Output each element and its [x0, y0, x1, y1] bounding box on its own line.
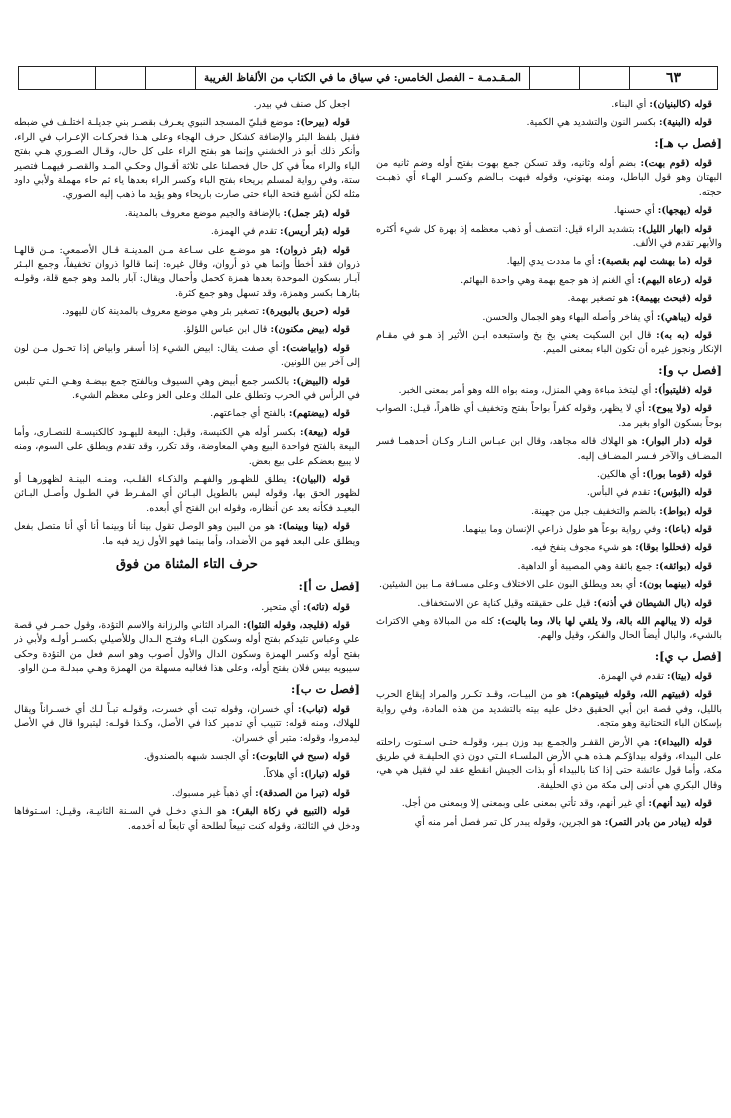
- entry-headword: قوله (فليتبوأ):: [654, 384, 712, 396]
- page-header: [18, 66, 718, 90]
- entry-headword: قوله (بينا وبينما):: [278, 521, 350, 533]
- entry-text: أي الغنم إذ هو جمع بهمة وهي واحدة البهائم.: [460, 274, 638, 286]
- entry-paragraph: [376, 670, 722, 684]
- entry-paragraph: [14, 323, 360, 337]
- entry-headword: قوله (سبح في التابوت):: [251, 751, 350, 763]
- entry-paragraph: [14, 787, 360, 801]
- header-empty-cell: [145, 67, 195, 89]
- entry-paragraph: [14, 520, 360, 549]
- entry-text: بالضم والتخفيف جبل من جهينة.: [530, 505, 660, 517]
- entry-text: أي ما مددت يدي إليها.: [506, 256, 598, 268]
- entry-text: أي هالكين.: [596, 468, 643, 480]
- entry-paragraph: [376, 402, 722, 431]
- entry-paragraph: [376, 311, 722, 325]
- entry-headword: قوله (لا يبالهم الله بالة، ولا يلقي لها بالا، وما باليت):: [497, 616, 712, 628]
- entry-text: بالإضافة والجيم موضع معروف بالمدينة.: [124, 207, 284, 219]
- entry-headword: قوله (البيض):: [292, 375, 350, 387]
- entry-text: هي الأرض القفـر والجمـع بيد وزن بـير، وقولـه حتـى اسـتوت راحلته على البيداء، وقوله بيداؤكـم هـذه هـي الأرض الملسـاء الـتي دون ذي الحليفـة في طريق مكة، وأما قول عائشة حتى إذا كنا بالبيداء أو بذات الجيش انقطع عقد لي فقيل هي هي، وقال البكري هي أدنى إلى مكة من ذي الحليفة.: [376, 736, 722, 791]
- entry-paragraph: [376, 816, 722, 830]
- entry-paragraph: [376, 578, 722, 592]
- entry-headword: قوله (قوم بهت):: [640, 158, 713, 170]
- entry-headword: قوله (بئر أريس):: [280, 226, 350, 238]
- entry-text: هو تصغير بهمة.: [567, 293, 632, 305]
- entry-paragraph: [376, 560, 722, 574]
- entry-paragraph: [14, 407, 360, 421]
- entry-paragraph: [376, 329, 722, 358]
- entry-text: تقدم في البأس.: [586, 487, 654, 499]
- entry-headword: قوله (فليجد، وقوله التئوا):: [243, 620, 350, 632]
- entry-text: يطلق للظهـور والفهـم والذكـاء القلـب، ومنـه البينـة لظهورهـا أو لظهور الحق بها، وقوله ليس بالطويل البـائن أي المفـرط في الطـول وأصـل البـائن البعيـد فكأنه بعد عن أنظاره، وقوله ابن الفتح أي أبعده.: [14, 473, 360, 514]
- entry-headword: قوله (البنية):: [659, 117, 712, 129]
- entry-paragraph: [14, 768, 360, 782]
- entry-paragraph: [376, 541, 722, 555]
- entry-text: المراد الثاني والرزانة والاسم التؤدة، وقول حمـر في قصة علي وعباس تئيدكم بفتح أوله وسكون البـاء وفتـح الـدال وللأصيلي بكسـر أولـه ولأبي ذر بفتح أوله وكسر الهمزة وسكون الدال والأول أصوب وهو اسم فعل من التؤدة وحكى سيبويه بيس فلان بفتح أوله، وعلى هذا فغالبه مسهلة من الهمزة وهـي مبدلـة مـن الواو.: [14, 620, 360, 675]
- entry-headword: قوله (تبارا):: [300, 769, 350, 781]
- left-column: [14, 98, 360, 1108]
- entry-paragraph: [14, 98, 360, 112]
- entry-paragraph: [376, 435, 722, 464]
- entry-headword: قوله (يهجها):: [657, 205, 712, 217]
- right-column: [376, 98, 722, 1108]
- entry-headword: قوله (به به):: [656, 329, 712, 341]
- section-heading: [فصل ب ي]:: [654, 648, 722, 663]
- entry-paragraph: [376, 98, 722, 112]
- entry-text: تقدم في الهمزة.: [210, 226, 281, 238]
- entry-headword: قوله (التبيع في زكاة البقر):: [231, 806, 350, 818]
- entry-text: بكسر أوله هي الكنيسة، وقيل: البيعة لليهـود كالكنيسـة للنصـارى، وأما البيعة بالفتح فواحدة البيع وهي المعاوضة، وقد تكرر، وقد تقدم ويطلق على السوم، ومنه لا يبيع بعضكم على بيع بعض.: [14, 426, 360, 467]
- entry-headword: قوله (ولا يبوح):: [647, 403, 712, 415]
- entry-paragraph: [14, 601, 360, 615]
- entry-paragraph: [14, 244, 360, 302]
- entry-paragraph: [14, 473, 360, 516]
- entry-headword: قوله (بواط):: [659, 505, 712, 517]
- entry-text: بكسر النون والتشديد هي الكمية.: [526, 117, 659, 129]
- text-columns: [14, 98, 722, 1108]
- entry-headword: قوله (يبادر من بادر التمر):: [604, 816, 712, 828]
- entry-text: أي لا يظهر، وقوله كفراً بواحاً بفتح وتخفيف أي ظاهراً، قيـل: الصواب بوحاً بسكون الواو بغير مد.: [376, 403, 722, 429]
- entry-paragraph: [14, 750, 360, 764]
- entry-paragraph: [14, 225, 360, 239]
- entry-text: بالكسر جمع أبيض وهي السيوف وبالفتح جمع بيضـة وهـي الـتي تلبس في الرأس في الحرب وتطلق على الملك وعلى العز وعلى معظم الشيء.: [14, 375, 360, 402]
- entry-paragraph: [376, 274, 722, 288]
- entry-text: قيل على حقيقته وقيل كناية عن الاستخفاف.: [417, 597, 594, 609]
- entry-text: هو الهلاك قاله مجاهد، وقال ابن عبـاس النـار وكـان أحدهمـا فسر المضـاف والآخر فـسر المضـاف إليه.: [376, 436, 722, 462]
- entry-headword: قوله (ابهار الليل):: [638, 223, 712, 235]
- entry-headword: قوله (رعاة البهم):: [637, 274, 712, 286]
- entry-paragraph: [376, 116, 722, 130]
- entry-headword: قوله (فبيتهم الله، وقوله فبيتوهم):: [571, 689, 712, 701]
- entry-headword: قوله (قوما بورا):: [642, 468, 712, 480]
- entry-text: هو من البيـات، وقـد تكـرر والمراد إيقاع الحرب بالليل، وفي قصة ابن أبي الحقيق دخل عليه بيته بالتشديد من هذه المادة، وفي رواية بإسكان الباء التحتانية وهو متجه.: [376, 689, 722, 730]
- section-heading: [فصل ب و]:: [658, 362, 722, 377]
- entry-paragraph: [376, 688, 722, 731]
- entry-text: أي غير أنهم، وقد تأتي بمعنى على وبمعنى إلا وبمعنى من أجل.: [401, 798, 649, 810]
- header-empty-cell: [529, 67, 579, 89]
- entry-paragraph: [376, 157, 722, 200]
- entry-text: هو الـذي دخـل في السـنة الثانيـة، وقيـل: اسـتوفاها ودخل في الثالثة، وقوله كنت تبيعاً لطلحة أي تابعاً له أخدمه.: [14, 806, 360, 832]
- entry-paragraph: [376, 797, 722, 811]
- entry-paragraph: [376, 615, 722, 644]
- entry-paragraph: [14, 703, 360, 746]
- entry-headword: قوله (بيرحا):: [296, 117, 350, 129]
- entry-headword: قوله (حريق بالبويرة):: [261, 306, 350, 318]
- entry-text: كله من المبالاة وهي الاكتراث بالشيء، والبال أيضاً الحال والفكر، وقيل والهم.: [376, 616, 722, 642]
- entry-paragraph: [376, 597, 722, 611]
- entry-headword: قوله (بيد أنهم):: [648, 798, 712, 810]
- entry-headword: قوله (البيان):: [292, 473, 350, 485]
- section-heading: [فصل ب هـ]:: [654, 135, 722, 150]
- entry-paragraph: [14, 207, 360, 221]
- header-empty-cell: [579, 67, 629, 89]
- entry-text: أي البناء.: [611, 99, 650, 110]
- entry-headword: قوله (وابياضت):: [282, 342, 350, 354]
- entry-text: أي يفاخر وأصله البهاء وهو الجمال والحسن.: [482, 311, 657, 323]
- entry-paragraph: [14, 426, 360, 469]
- entry-paragraph: [376, 486, 722, 500]
- section-heading: [فصل ت أ]:: [298, 579, 360, 594]
- entry-text: أي صفت يقال: ابيض الشيء إذا أسفر وابياض إذا تحـول مـن لون إلى آخر بين اللونين.: [14, 342, 360, 369]
- entry-headword: قوله (تبرا من الصدقة):: [255, 787, 350, 799]
- entry-text: موضع قبليّ المسجد النبوي يعـرف بقصـر بني جديلـة اختلـف في ضبطه فقيل بلفظ البئر والإضافة كشكل حرف الهجاء وعلى هـذا فحركـات الإعـراب في الراء، وأنكر ذلك أبو ذر الخشني وإنما هو بفتح الراء على كل حال، وقـال الصـوري هـي بفتح الباء والراء معاً في كل حال فحصلنا على ثلاثة أقـوال وحكـي المـد والقصـر فيهمـا فتصير ستة، وفي رواية لمسلم بريحاء بفتح الباء وكسر الراء بعدها ياء ثم حاء مهملة ولأبي داود مثله لكن أشبع فتحة الباء حتى صارت باريحاء وهو يؤيد ما ذهب إليه الصوري.: [14, 117, 360, 201]
- entry-text: هو شيء مجوف ينفخ فيه.: [530, 542, 636, 554]
- entry-headword: قوله (بيعة):: [300, 426, 350, 438]
- entry-headword: قوله (يباهي):: [656, 311, 712, 323]
- entry-text: أي ليتخذ مباءة وهي المنزل، ومنه بواه الله وهو أمر بمعنى الخبر.: [398, 384, 655, 396]
- entry-headword: قوله (ما بهشت لهم بقصبة):: [597, 256, 712, 268]
- entry-text: أي الجسد شبهه بالصندوق.: [143, 751, 252, 763]
- entry-paragraph: [376, 736, 722, 794]
- entry-headword: قوله (بال الشيطان في أذنه):: [593, 597, 712, 609]
- entry-headword: قوله (بوائقه):: [655, 560, 712, 572]
- entry-paragraph: [376, 523, 722, 537]
- entry-text: بضم أوله وثانيه، وقد تسكن جمع بهوت بفتح أوله وضم ثانيه من البهتان وهو قول الباطل، ومنه بهتوني، وقوله فبهت بـالضم وكسـر الهـاء أي ذهبـت حجته.: [376, 158, 722, 198]
- entry-text: بتشديد الراء قيل: انتصف أو ذهب معظمه إذ بهرة كل شيء أكثره والأبهر تقدم في الألف.: [376, 223, 722, 249]
- section-heading: [فصل ت ب]:: [291, 681, 360, 696]
- header-empty-cell: [95, 67, 145, 89]
- page-number: ٦٣: [629, 67, 717, 89]
- entry-paragraph: [14, 375, 360, 404]
- entry-text: أي حسنها.: [613, 205, 658, 217]
- entry-headword: قوله (فحللوا بوقا):: [635, 542, 712, 554]
- entry-paragraph: [376, 468, 722, 482]
- entry-headword: قوله (تائه):: [303, 601, 350, 613]
- running-header-title: المـقـدمـة – الفصل الخامس: في سياق ما في الكتاب من الألفاظ الغريبة: [195, 67, 529, 89]
- entry-paragraph: [14, 342, 360, 371]
- entry-text: هو الجرين، وقوله يبدر كل تمر فصل أمر منه أي: [414, 816, 605, 828]
- entry-text: هو موضـع على سـاعة مـن المدينـة قـال الأصمعي: مـن قالهـا ذروان فقد أخطأ وإنما هي ذو أروان، وقال غيره: إنما قالوا ذروان تخفيفاً، وجمع البـئر آبـار بسكون الموحدة بعدها همزة كحمل وأحمال ويقال: آبار بالمد وهو جمع قلة، وقولـه بئارهـا بكسر وهمزة، وقد تسهل وهو جمع كثرة.: [14, 244, 360, 299]
- entry-headword: قوله (فبحث بهيمة):: [631, 293, 712, 305]
- entry-headword: قوله (بيض مكنون):: [270, 324, 350, 336]
- entry-paragraph: [376, 255, 722, 269]
- entry-headword: قوله (بيضتهم):: [288, 408, 350, 420]
- entry-text: اجعل كل صنف في بيدر.: [253, 99, 350, 110]
- entry-text: تصغير بئر وهي موضع معروف بالمدينة كان لليهود.: [62, 306, 262, 318]
- entry-text: هو من البين وهو الوصل تقول بينا أنا وبينما أنا أي أنا متصل بفعل ويطلق على البعد فهو من الأضداد، وأما بينما فهو الأول زيد فيه ما.: [14, 521, 360, 547]
- header-empty-cell: [45, 67, 95, 89]
- entry-text: أي متحير.: [261, 601, 304, 613]
- entry-headword: قوله (بئر جمل):: [283, 207, 350, 219]
- entry-paragraph: [376, 223, 722, 252]
- entry-paragraph: [376, 505, 722, 519]
- entry-text: أي ذهباً غير مسبوك.: [171, 787, 256, 799]
- entry-headword: قوله (تباب):: [297, 703, 350, 715]
- entry-text: أي بعد ويطلق البون على الاختلاف وعلى مسـافة مـا بين الشيئين.: [379, 579, 640, 591]
- entry-headword: قوله (كالبنيان):: [649, 99, 712, 110]
- entry-paragraph: [14, 116, 360, 202]
- entry-text: أي خسران، وقوله تبت أي خسرت، وقولـه تبـاً لـك أي خسـراناً ويقال للهلاك، ومنه قوله: تتبيب أي تدمير كذا في الأصل، وكـذا قولـه: ليتبروا قال في الأصل ليدمروا، وقوله: متبر أي خسران.: [14, 703, 360, 744]
- entry-text: أي هلاكاً.: [263, 769, 301, 781]
- chapter-title: حرف التاء المثناة من فوق: [116, 556, 258, 572]
- entry-text: جمع بائقة وهي المصيبة أو الداهية.: [517, 560, 656, 572]
- entry-text: بالفتح أي جماعتهم.: [210, 408, 289, 420]
- entry-headword: قوله (بينهما بون):: [639, 579, 712, 591]
- entry-headword: قوله (بئر ذروان):: [275, 244, 350, 256]
- entry-paragraph: [14, 305, 360, 319]
- entry-paragraph: [14, 805, 360, 834]
- entry-paragraph: [376, 292, 722, 306]
- entry-headword: قوله (البؤس):: [653, 487, 712, 499]
- entry-paragraph: [14, 619, 360, 677]
- entry-text: قال ابن السكيت يعني بخ بخ واستبعده ابـن الأثير إذ هـو في مقـام الإنكار ونجوز غيره أن تكون الباء بمعنى الميم.: [376, 329, 722, 356]
- entry-headword: قوله (البيداء):: [653, 736, 712, 748]
- entry-headword: قوله (دار البوار):: [641, 436, 713, 448]
- entry-text: قال ابن عباس اللؤلؤ.: [183, 324, 271, 336]
- entry-headword: قوله (بيتا):: [667, 671, 712, 683]
- entry-text: تقدم في الهمزة.: [597, 671, 668, 683]
- entry-paragraph: [376, 204, 722, 218]
- entry-text: وفي رواية بوعاً هو طول ذراعي الإنسان وما بينهما.: [462, 524, 665, 536]
- entry-paragraph: [376, 384, 722, 398]
- entry-headword: قوله (باعا):: [664, 524, 712, 536]
